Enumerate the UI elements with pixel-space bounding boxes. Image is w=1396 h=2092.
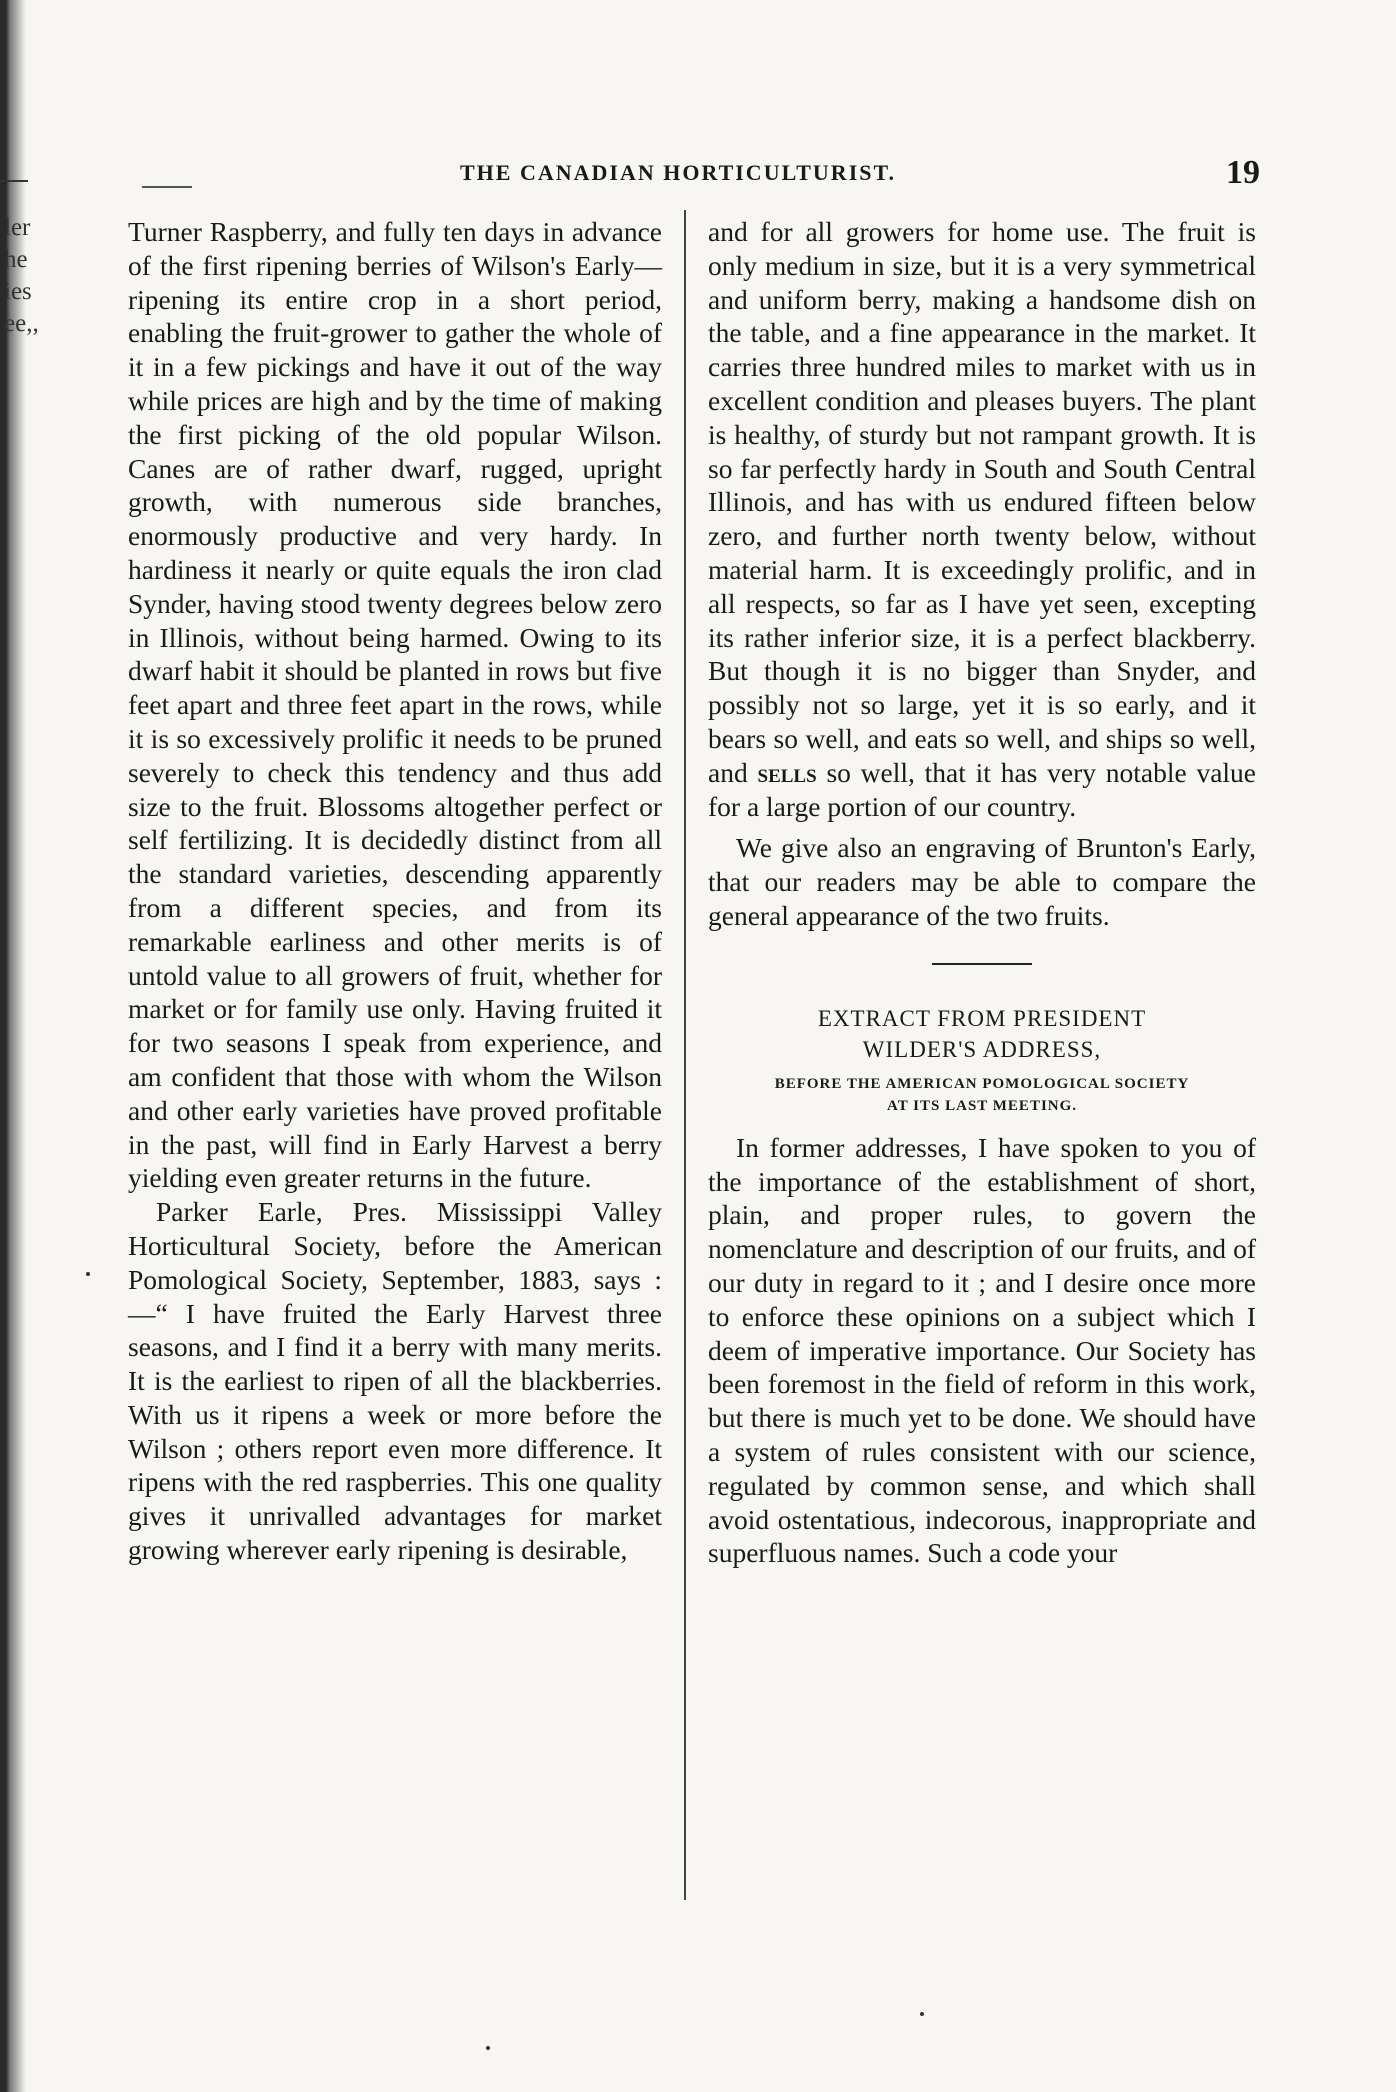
header-mark [142,186,192,188]
speck [486,2046,490,2050]
previous-page-bleed [4,212,39,340]
bleed-line: he [4,246,28,273]
section-heading-line: WILDER'S ADDRESS, [862,1036,1102,1062]
running-header [140,154,1260,194]
bleed-line: ler [4,214,31,241]
paragraph: Turner Raspberry, and fully ten days in advance of the first ripening berries of Wilson's Early—ripening its entire crop in a short period, enabling the fruit-grower to gather the whole of it in a few pickings and have it out of the way while prices are high and by the time of making the first picking of the old popular Wilson. Canes are of rather dwarf, rugged, upright growth, with numerous side branches, enormously productive and very hardy. In hardiness it nearly or quite equals the iron clad Synder, having stood twenty degrees below zero in Illinois, without being harmed. Owing to its dwarf habit it should be planted in rows but five feet apart and three feet apart in the rows, while it is so excessively prolific it needs to be pruned severely to check this tendency and thus add size to the fruit. Blossoms altogether perfect or self fertilizing. It is decidedly distinct from all the standard varieties, descending apparently from a different species, and from its remarkable earliness and other merits is of untold value to all growers of fruit, whether for market or for family use only. Having fruited it for two seasons I speak from experience, and am confident that those with whom the Wilson and other early varieties have proved profitable in the past, will find in Early Harvest a berry yielding even greater returns in the future. [128,216,662,1194]
bleed-rule [0,180,28,182]
paragraph-text: and for all growers for home use. The fruit is only medium in size, but it is a very symmetrical and uniform berry, making a handsome dish on the table, and a fine appearance in the market. It carries three hundred miles to market with us in excellent condition and pleases buyers. The plant is healthy, of sturdy but not rampant growth. It is so far perfectly hardy in South and South Central Illinois, and has with us endured fifteen below zero, and further north twenty below, without material harm. It is exceedingly prolific, and in all respects, so far as I have yet seen, excepting its rather inferior size, it is a perfect blackberry. But though it is no bigger than Snyder, and possibly not so large, yet it is so early, and it bears so well, and eats so well, and ships so well, and [708,216,1256,788]
paragraph: We give also an engraving of Brunton's Early, that our readers may be able to compare the general appearance of the two fruits. [708,832,1256,931]
section-subheading [708,1073,1256,1117]
left-column [128,215,662,1567]
speck [920,2012,924,2016]
journal-title: THE CANADIAN HORTICULTURIST. [460,160,897,185]
column-divider [684,210,686,1900]
paragraph [708,215,1256,823]
emphasis-sells: sells [757,756,817,788]
paragraph-text: so well, that it has very notable value for a large portion of our country. [708,756,1257,822]
page-number: 19 [1226,154,1260,191]
bleed-line: ee,, [4,310,39,337]
subheading-line: AT ITS LAST MEETING. [886,1097,1078,1114]
section-separator [932,963,1032,965]
subheading-line: BEFORE THE AMERICAN POMOLOGICAL SOCIETY [774,1075,1190,1092]
bleed-line: ies [4,278,32,305]
speck [86,1272,90,1276]
right-column [708,215,1256,1570]
section-heading-line: EXTRACT FROM PRESIDENT [817,1005,1147,1031]
paragraph: In former addresses, I have spoken to you of the importance of the establishment of short, plain, and proper rules, to govern the nomenclature and description of our fruits, and of our duty in regard to it ; and I desire once more to enforce these opinions on a subject which I deem of imperative importance. Our Society has been foremost in the field of reform in this work, but there is much yet to be done. We should have a system of rules consistent with our science, regulated by common sense, and which shall avoid ostentatious, indecorous, inappropriate and superfluous names. Such a code your [708,1131,1256,1569]
paragraph: Parker Earle, Pres. Mississippi Valley Horticultural Society, before the American Pomological Society, September, 1883, says :—“ I have fruited the Early Harvest three seasons, and I find it a berry with many merits. It is the earliest to ripen of all the blackberries. With us it ripens a week or more before the Wilson ; others report even more difference. It ripens with the red raspberries. This one quality gives it unrivalled advantages for market growing wherever early ripening is desirable, [128,1196,662,1566]
